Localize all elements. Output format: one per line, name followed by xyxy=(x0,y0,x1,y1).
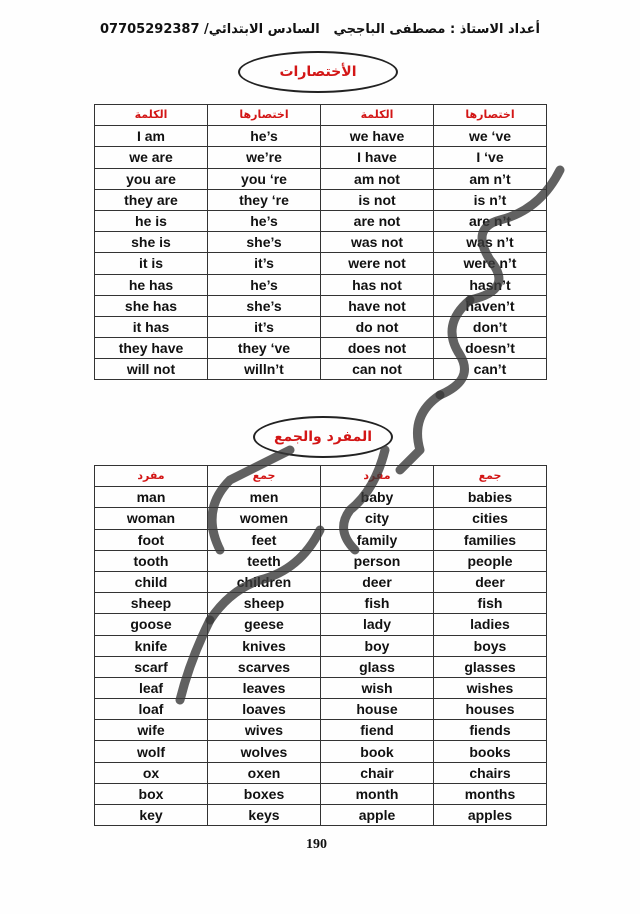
table-cell: are n’t xyxy=(434,210,547,231)
table-cell: families xyxy=(434,529,547,550)
table-cell: she has xyxy=(95,295,208,316)
plural-row xyxy=(95,762,547,783)
table-cell: fish xyxy=(434,593,547,614)
table-cell: cities xyxy=(434,508,547,529)
contraction-row xyxy=(95,316,547,337)
table-cell: books xyxy=(434,741,547,762)
header-row xyxy=(95,105,547,126)
column-header: مفرد xyxy=(321,466,434,487)
table-cell: can not xyxy=(321,359,434,380)
table-cell: I have xyxy=(321,147,434,168)
table-cell: boys xyxy=(434,635,547,656)
column-header: جمع xyxy=(434,466,547,487)
table-cell: it’s xyxy=(208,316,321,337)
header-row xyxy=(95,466,547,487)
contraction-row xyxy=(95,189,547,210)
table-cell: knives xyxy=(208,635,321,656)
singular-plural-table xyxy=(94,465,547,826)
table-cell: hasn’t xyxy=(434,274,547,295)
plural-row xyxy=(95,783,547,804)
table-cell: he’s xyxy=(208,210,321,231)
table-cell: they ‘re xyxy=(208,189,321,210)
contraction-row xyxy=(95,232,547,253)
table-cell: apples xyxy=(434,805,547,826)
plural-row xyxy=(95,677,547,698)
table-cell: teeth xyxy=(208,550,321,571)
plural-row xyxy=(95,720,547,741)
table-cell: fiends xyxy=(434,720,547,741)
table-cell: babies xyxy=(434,487,547,508)
header-author: أعداد الاستاذ : مصطفى الباججي xyxy=(333,22,540,37)
table-cell: she’s xyxy=(208,232,321,253)
table-cell: they have xyxy=(95,338,208,359)
table-cell: leaves xyxy=(208,677,321,698)
plural-row xyxy=(95,614,547,635)
plural-row xyxy=(95,571,547,592)
contraction-row xyxy=(95,295,547,316)
table-cell: was not xyxy=(321,232,434,253)
table-cell: he’s xyxy=(208,274,321,295)
plural-row xyxy=(95,550,547,571)
page-number: 190 xyxy=(306,837,327,852)
table-cell: women xyxy=(208,508,321,529)
table-cell: sheep xyxy=(208,593,321,614)
table-cell: keys xyxy=(208,805,321,826)
contraction-row xyxy=(95,359,547,380)
plural-row xyxy=(95,487,547,508)
table-cell: ox xyxy=(95,762,208,783)
table-cell: am not xyxy=(321,168,434,189)
plural-row xyxy=(95,805,547,826)
table-cell: book xyxy=(321,741,434,762)
contraction-row xyxy=(95,338,547,359)
table-cell: are not xyxy=(321,210,434,231)
table-cell: we are xyxy=(95,147,208,168)
section-title-contractions: الأختصارات xyxy=(238,51,398,93)
table-cell: tooth xyxy=(95,550,208,571)
table-cell: sheep xyxy=(95,593,208,614)
table-cell: it is xyxy=(95,253,208,274)
table-cell: feet xyxy=(208,529,321,550)
table-cell: he is xyxy=(95,210,208,231)
table-cell: doesn’t xyxy=(434,338,547,359)
table-cell: were not xyxy=(321,253,434,274)
table-cell: man xyxy=(95,487,208,508)
table-cell: I am xyxy=(95,126,208,147)
table-cell: fiend xyxy=(321,720,434,741)
table-cell: haven’t xyxy=(434,295,547,316)
table-cell: wives xyxy=(208,720,321,741)
contraction-row xyxy=(95,253,547,274)
plural-row xyxy=(95,593,547,614)
table-cell: was n’t xyxy=(434,232,547,253)
table-cell: chair xyxy=(321,762,434,783)
table-cell: willn’t xyxy=(208,359,321,380)
table-cell: she’s xyxy=(208,295,321,316)
table-cell: they are xyxy=(95,189,208,210)
table-cell: am n’t xyxy=(434,168,547,189)
table-cell: child xyxy=(95,571,208,592)
plural-row xyxy=(95,656,547,677)
table-cell: ladies xyxy=(434,614,547,635)
column-header: اختصارها xyxy=(208,105,321,126)
contraction-row xyxy=(95,168,547,189)
table-cell: we have xyxy=(321,126,434,147)
table-cell: can’t xyxy=(434,359,547,380)
table-cell: loaf xyxy=(95,699,208,720)
table-cell: does not xyxy=(321,338,434,359)
table-cell: she is xyxy=(95,232,208,253)
table-cell: glasses xyxy=(434,656,547,677)
table-cell: we ‘ve xyxy=(434,126,547,147)
table-cell: have not xyxy=(321,295,434,316)
table-cell: baby xyxy=(321,487,434,508)
table-cell: don’t xyxy=(434,316,547,337)
table-cell: city xyxy=(321,508,434,529)
plural-row xyxy=(95,699,547,720)
table-cell: apple xyxy=(321,805,434,826)
column-header: اختصارها xyxy=(434,105,547,126)
table-cell: family xyxy=(321,529,434,550)
table-cell: has not xyxy=(321,274,434,295)
plural-row xyxy=(95,529,547,550)
table-cell: he’s xyxy=(208,126,321,147)
table-cell: woman xyxy=(95,508,208,529)
section-title-singular-plural: المفرد والجمع xyxy=(253,416,393,458)
table-cell: will not xyxy=(95,359,208,380)
table-cell: scarf xyxy=(95,656,208,677)
column-header: الكلمة xyxy=(321,105,434,126)
table-cell: wish xyxy=(321,677,434,698)
table-cell: oxen xyxy=(208,762,321,783)
plural-row xyxy=(95,741,547,762)
table-cell: foot xyxy=(95,529,208,550)
table-cell: fish xyxy=(321,593,434,614)
table-cell: wolves xyxy=(208,741,321,762)
contraction-row xyxy=(95,147,547,168)
table-cell: people xyxy=(434,550,547,571)
table-cell: I ‘ve xyxy=(434,147,547,168)
table-cell: house xyxy=(321,699,434,720)
column-header: مفرد xyxy=(95,466,208,487)
table-cell: you ‘re xyxy=(208,168,321,189)
table-cell: men xyxy=(208,487,321,508)
table-cell: they ‘ve xyxy=(208,338,321,359)
table-cell: lady xyxy=(321,614,434,635)
table-cell: glass xyxy=(321,656,434,677)
table-cell: person xyxy=(321,550,434,571)
table-cell: month xyxy=(321,783,434,804)
header-class-phone: السادس الابتدائي/ 07705292387 xyxy=(100,22,320,37)
table-cell: deer xyxy=(434,571,547,592)
table-cell: you are xyxy=(95,168,208,189)
table-cell: loaves xyxy=(208,699,321,720)
table-cell: box xyxy=(95,783,208,804)
table-cell: knife xyxy=(95,635,208,656)
table-cell: scarves xyxy=(208,656,321,677)
table-cell: houses xyxy=(434,699,547,720)
column-header: الكلمة xyxy=(95,105,208,126)
table-cell: geese xyxy=(208,614,321,635)
table-cell: wolf xyxy=(95,741,208,762)
contractions-table xyxy=(94,104,547,380)
contraction-row xyxy=(95,210,547,231)
table-cell: is not xyxy=(321,189,434,210)
table-cell: months xyxy=(434,783,547,804)
table-cell: children xyxy=(208,571,321,592)
table-cell: it’s xyxy=(208,253,321,274)
table-cell: leaf xyxy=(95,677,208,698)
table-cell: he has xyxy=(95,274,208,295)
table-cell: wife xyxy=(95,720,208,741)
table-cell: we’re xyxy=(208,147,321,168)
plural-row xyxy=(95,635,547,656)
table-cell: wishes xyxy=(434,677,547,698)
table-cell: key xyxy=(95,805,208,826)
contraction-row xyxy=(95,126,547,147)
table-cell: boxes xyxy=(208,783,321,804)
table-cell: boy xyxy=(321,635,434,656)
plural-row xyxy=(95,508,547,529)
table-cell: is n’t xyxy=(434,189,547,210)
table-cell: goose xyxy=(95,614,208,635)
table-cell: were n’t xyxy=(434,253,547,274)
table-cell: it has xyxy=(95,316,208,337)
column-header: جمع xyxy=(208,466,321,487)
table-cell: do not xyxy=(321,316,434,337)
table-cell: chairs xyxy=(434,762,547,783)
table-cell: deer xyxy=(321,571,434,592)
contraction-row xyxy=(95,274,547,295)
